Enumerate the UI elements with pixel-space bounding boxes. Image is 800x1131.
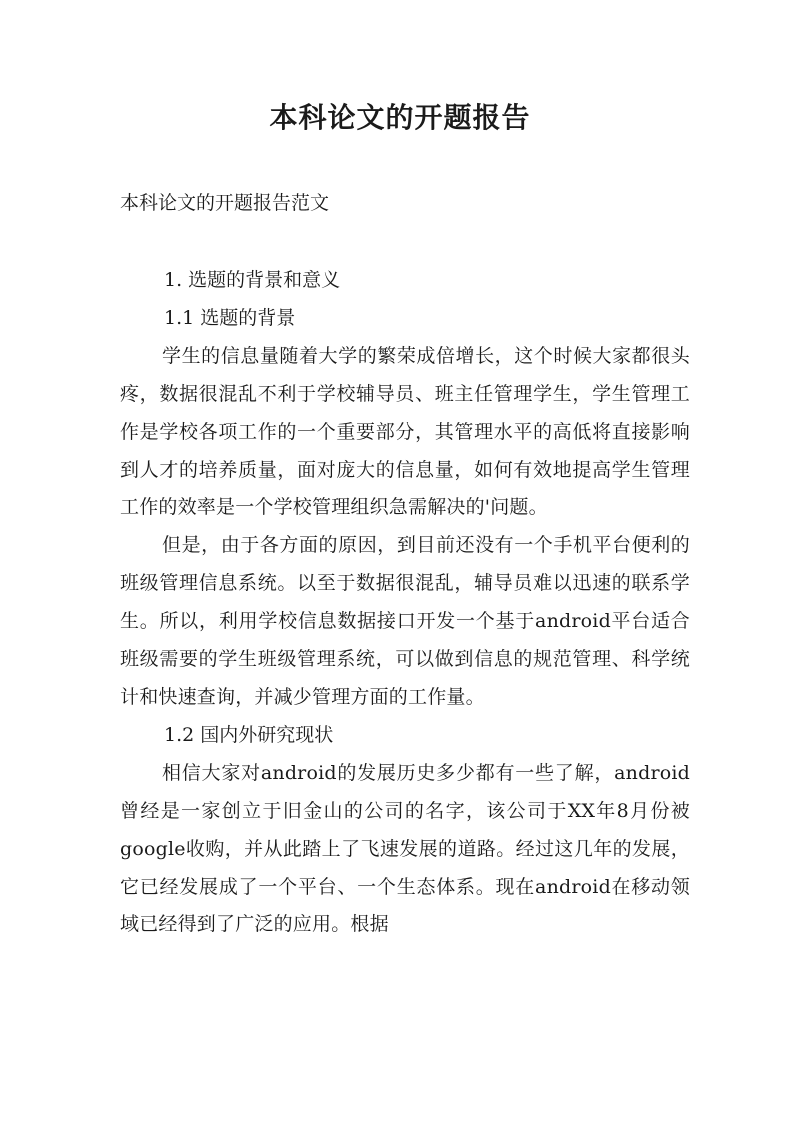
page-title: 本科论文的开题报告 <box>269 101 531 134</box>
paragraph-research-status: 相信大家对android的发展历史多少都有一些了解，android曾经是一家创立于旧金山的公司的名字，该公司于XX年8月份被google收购，并从此踏上了飞速发展的道路。经过这几年的发展，它已经发展成了一个平台、一个生态体系。现在android在移动领域已经得到了广泛的应用。根据 <box>120 761 690 936</box>
section-heading-1: 1. 选题的背景和意义 <box>164 269 341 291</box>
section-heading-1-2: 1.2 国内外研究现状 <box>164 723 334 746</box>
paragraph-motivation: 但是，由于各方面的原因，到目前还没有一个手机平台便利的班级管理信息系统。以至于数据很混乱，辅导员难以迅速的联系学生。所以，利用学校信息数据接口开发一个基于android平台适合班级需要的学生班级管理系统，可以做到信息的规范管理、科学统计和快速查询，并减少管理方面的工作量。 <box>120 534 690 708</box>
section-heading-1-1: 1.1 选题的背景 <box>164 306 296 329</box>
document-body <box>120 262 690 944</box>
document-subtitle: 本科论文的开题报告范文 <box>120 192 330 214</box>
paragraph-background: 学生的信息量随着大学的繁荣成倍增长，这个时候大家都很头疼，数据很混乱不利于学校辅导员、班主任管理学生，学生管理工作是学校各项工作的一个重要部分，其管理水平的高低将直接影响到人才的培养质量，面对庞大的信息量，如何有效地提高学生管理工作的效率是一个学校管理组织急需解决的'问题。 <box>120 344 690 519</box>
